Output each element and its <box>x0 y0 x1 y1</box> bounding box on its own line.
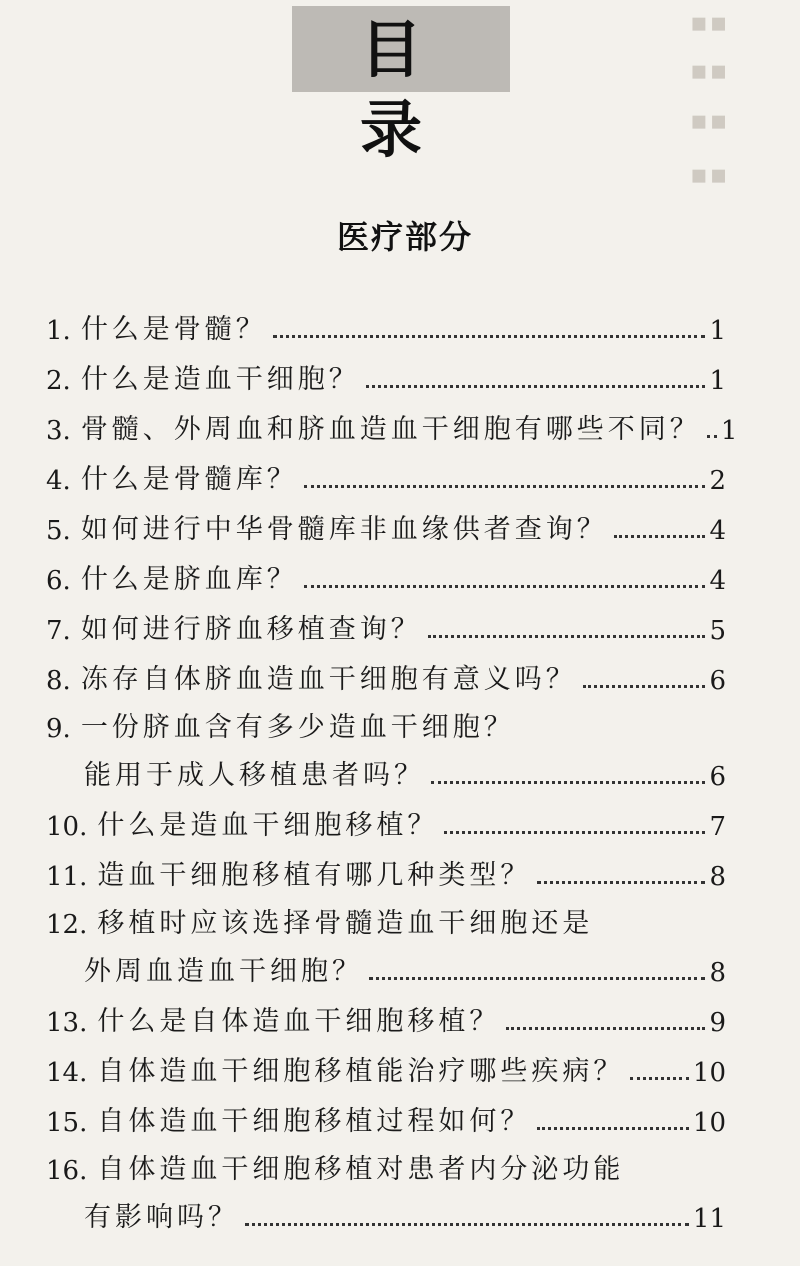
entry-number: 2. <box>46 366 71 396</box>
toc-entry <box>46 704 726 744</box>
entry-page: 1 <box>709 366 726 396</box>
entry-title: 什么是造血干细胞移植？ <box>97 810 439 841</box>
dot-leader <box>304 485 706 488</box>
toc-entry <box>46 306 726 346</box>
dot-leader <box>431 781 705 784</box>
toc-entry <box>46 406 738 446</box>
toc-entry <box>46 656 726 696</box>
entry-title: 冻存自体脐血造血干细胞有意义吗？ <box>80 664 577 695</box>
dot-leader <box>614 535 706 538</box>
toc-entry <box>46 1146 726 1186</box>
toc-entry <box>46 1098 726 1138</box>
entry-number: 12. <box>46 910 88 940</box>
entry-number: 16. <box>46 1156 88 1186</box>
dot-leader <box>630 1077 689 1080</box>
entry-page: 4 <box>709 516 726 546</box>
entry-title: 如何进行中华骨髓库非血缘供者查询？ <box>80 514 608 545</box>
entry-title-continued: 外周血造血干细胞？ <box>84 956 363 987</box>
toc-entry <box>46 900 726 940</box>
entry-title: 自体造血干细胞移植过程如何？ <box>97 1106 532 1137</box>
toc-entry <box>46 802 726 842</box>
entry-number: 5. <box>46 516 71 546</box>
entry-title: 什么是自体造血干细胞移植？ <box>97 1006 501 1037</box>
entry-number: 13. <box>46 1008 88 1038</box>
entry-number: 6. <box>46 566 71 596</box>
page-title: 目录 <box>359 13 462 166</box>
entry-title-continued: 有影响吗？ <box>84 1202 239 1233</box>
dot-leader <box>537 881 705 884</box>
entry-page: 8 <box>709 958 726 988</box>
dot-leader <box>366 385 706 388</box>
toc-entry-continuation <box>46 948 726 988</box>
dot-leader <box>506 1027 705 1030</box>
entry-number: 7. <box>46 616 71 646</box>
bleed-through-mark: ▪▪ <box>690 8 730 38</box>
dot-leader <box>304 585 706 588</box>
dot-leader <box>537 1127 689 1130</box>
entry-title: 什么是骨髓库？ <box>80 464 298 495</box>
entry-page: 6 <box>709 666 726 696</box>
entry-title: 自体造血干细胞移植对患者内分泌功能 <box>97 1154 625 1185</box>
entry-number: 1. <box>46 316 71 346</box>
entry-page: 9 <box>709 1008 726 1038</box>
entry-page: 10 <box>692 1058 726 1088</box>
entry-page: 10 <box>692 1108 726 1138</box>
dot-leader <box>428 635 706 638</box>
entry-title: 什么是骨髓？ <box>80 314 267 345</box>
entry-page: 2 <box>709 466 726 496</box>
toc-entry <box>46 606 726 646</box>
entry-number: 11. <box>46 862 88 892</box>
entry-title: 什么是造血干细胞？ <box>80 364 360 395</box>
dot-leader <box>245 1223 689 1226</box>
bleed-through-mark: ▪▪ <box>690 106 730 136</box>
entry-number: 10. <box>46 812 88 842</box>
toc-entry <box>46 356 726 396</box>
toc-entry <box>46 852 726 892</box>
entry-number: 8. <box>46 666 71 696</box>
toc-entry-continuation <box>46 752 726 792</box>
entry-number: 4. <box>46 466 71 496</box>
entry-title: 自体造血干细胞移植能治疗哪些疾病？ <box>97 1056 625 1087</box>
entry-title-continued: 能用于成人移植患者吗？ <box>84 760 425 791</box>
entry-page: 1 <box>720 416 738 446</box>
entry-page: 8 <box>709 862 726 892</box>
entry-title: 移植时应该选择骨髓造血干细胞还是 <box>97 908 594 939</box>
bleed-through-mark: ▪▪ <box>690 56 730 86</box>
entry-page: 1 <box>709 316 726 346</box>
entry-page: 11 <box>692 1204 726 1234</box>
entry-title: 什么是脐血库？ <box>80 564 298 595</box>
dot-leader <box>583 685 706 688</box>
toc-entry <box>46 556 726 596</box>
entry-title: 一份脐血含有多少造血干细胞？ <box>80 712 515 743</box>
entry-page: 7 <box>709 812 726 842</box>
toc-entry-continuation <box>46 1194 726 1234</box>
entry-page: 5 <box>709 616 726 646</box>
bleed-through-mark: ▪▪ <box>690 160 730 190</box>
entry-number: 14. <box>46 1058 88 1088</box>
entry-title: 造血干细胞移植有哪几种类型？ <box>97 860 532 891</box>
entry-title: 骨髓、外周血和脐血造血干细胞有哪些不同？ <box>80 414 701 445</box>
section-heading: 医疗部分 <box>336 218 473 256</box>
toc-entry <box>46 998 726 1038</box>
dot-leader <box>273 335 706 338</box>
toc-entry <box>46 456 726 496</box>
entry-number: 9. <box>46 714 71 744</box>
entry-title: 如何进行脐血移植查询？ <box>80 614 422 645</box>
entry-number: 15. <box>46 1108 88 1138</box>
dot-leader <box>369 977 705 980</box>
entry-number: 3. <box>46 416 71 446</box>
entry-page: 6 <box>709 762 726 792</box>
dot-leader <box>444 831 705 834</box>
toc-entry <box>46 1048 726 1088</box>
entry-page: 4 <box>709 566 726 596</box>
dot-leader <box>707 435 717 438</box>
toc-entry <box>46 506 726 546</box>
